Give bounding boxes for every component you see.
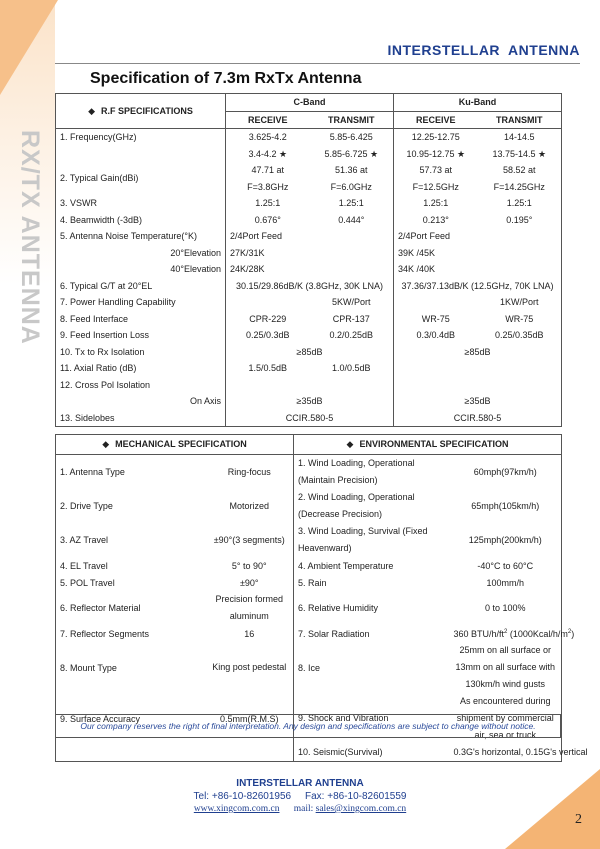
rf-section-title: R.F SPECIFICATIONS bbox=[101, 105, 193, 116]
mech-label-6: 6. Reflector Material bbox=[60, 603, 141, 613]
mech-value-7: 16 bbox=[244, 628, 255, 639]
page-number: 2 bbox=[575, 812, 582, 827]
iso-ku: ≥85dB bbox=[394, 344, 562, 361]
axial-c-tx: 1.0/0.5dB bbox=[331, 363, 371, 373]
xpol-ku: ≥35dB bbox=[394, 393, 562, 410]
freq-c-tx-ext: 5.85-6.725 ★ bbox=[324, 148, 379, 159]
mech-label-2: 2. Drive Type bbox=[60, 501, 113, 511]
page-title: Specification of 7.3m RxTx Antenna bbox=[90, 70, 362, 87]
mech-value-3: ±90°(3 segments) bbox=[213, 534, 285, 545]
mech-label-8: 8. Mount Type bbox=[60, 662, 117, 673]
env-value-6: 0 to 100% bbox=[484, 603, 526, 613]
corner-triangle-top-left bbox=[0, 0, 58, 95]
sidelobe-label: 13. Sidelobes bbox=[60, 412, 115, 423]
beam-label: 4. Beamwidth (-3dB) bbox=[60, 214, 143, 225]
gain-c-rx: 47.71 at bbox=[226, 162, 310, 179]
env-label-3: 3. Wind Loading, Survival (Fixed Heavenward) bbox=[294, 523, 450, 557]
env-label-8: 8. Ice bbox=[294, 642, 450, 693]
vswr-ku-rx: 1.25:1 bbox=[394, 195, 478, 212]
website-link[interactable]: www.xingcom.com.cn bbox=[193, 804, 280, 814]
loss-c-rx: 0.25/0.3dB bbox=[226, 327, 310, 344]
sidelobe-ku: CCIR.580-5 bbox=[394, 410, 562, 427]
cband-receive-header: RECEIVE bbox=[226, 111, 310, 129]
freq-c-rx-ext: 3.4-4.2 ★ bbox=[226, 146, 310, 163]
mech-value-2: Motorized bbox=[229, 501, 269, 511]
mech-label-3: 3. AZ Travel bbox=[60, 535, 109, 545]
side-watermark bbox=[10, 130, 50, 345]
diamond-icon: ◆ bbox=[88, 105, 96, 116]
brand-word-2: ANTENNA bbox=[508, 42, 580, 58]
diamond-icon: ◆ bbox=[346, 439, 354, 449]
env-label-1: 1. Wind Loading, Operational (Maintain Precision) bbox=[294, 455, 450, 490]
env-label-5: 5. Rain bbox=[294, 574, 450, 591]
rf-spec-table bbox=[55, 93, 562, 427]
feed-ku-rx: WR-75 bbox=[394, 311, 478, 328]
noise-c-40: 24K/28K bbox=[226, 261, 394, 278]
vswr-c-tx: 1.25:1 bbox=[338, 198, 364, 208]
cband-header: C-Band bbox=[226, 94, 394, 112]
mech-header-title: MECHANICAL SPECIFICATION bbox=[115, 439, 247, 449]
gt-label: 6. Typical G/T at 20°EL bbox=[60, 280, 153, 291]
env-header-title: ENVIRONMENTAL SPECIFICATION bbox=[359, 439, 509, 449]
env-label-9: 9. Shock and Vibration bbox=[294, 693, 450, 744]
footer-tel: Tel: +86-10-82601956 bbox=[193, 791, 292, 802]
beam-ku-tx: 0.195° bbox=[506, 214, 533, 225]
gt-ku: 37.36/37.13dB/K (12.5GHz, 70K LNA) bbox=[394, 278, 562, 295]
beam-c-rx: 0.676° bbox=[226, 212, 310, 229]
mech-value-6: Precision formed aluminum bbox=[215, 594, 284, 621]
email-link[interactable]: sales@xingcom.com.cn bbox=[315, 804, 407, 814]
kuband-transmit-header: TRANSMIT bbox=[478, 111, 562, 129]
gt-c: 30.15/29.86dB/K (3.8GHz, 30K LNA) bbox=[226, 278, 394, 295]
beam-ku-rx: 0.213° bbox=[394, 212, 478, 229]
env-value-4: -40°C to 60°C bbox=[477, 560, 534, 571]
cband-transmit-header: TRANSMIT bbox=[310, 111, 394, 129]
loss-ku-tx: 0.25/0.35dB bbox=[494, 330, 544, 340]
vswr-c-rx: 1.25:1 bbox=[226, 195, 310, 212]
noise-c-feed: 2/4Port Feed bbox=[226, 228, 394, 245]
gain-ku-rx-freq: F=12.5GHz bbox=[394, 179, 478, 196]
noise-label: 5. Antenna Noise Temperature(°K) bbox=[60, 231, 198, 241]
env-value-2: 65mph(105km/h) bbox=[471, 501, 540, 511]
gain-ku-rx: 57.73 at bbox=[394, 162, 478, 179]
freq-c-tx: 5.85-6.425 bbox=[329, 132, 373, 142]
vswr-label: 3. VSWR bbox=[60, 198, 98, 208]
mech-label-1: 1. Antenna Type bbox=[60, 467, 125, 477]
solar-value-e: ) bbox=[571, 628, 575, 639]
env-label-10: 10. Seismic(Survival) bbox=[294, 744, 450, 761]
footer-links bbox=[0, 804, 600, 814]
noise-ku-40: 34K /40K bbox=[394, 261, 562, 278]
disclaimer-notice: Our company reserves the right of final interpretation. Any design and specifications are subject to change without notice. bbox=[55, 714, 561, 738]
freq-c-rx: 3.625-4.2 bbox=[226, 129, 310, 146]
solar-value-a: 360 BTU/h/ft bbox=[453, 628, 505, 639]
xpol-c: ≥35dB bbox=[226, 393, 394, 410]
mech-label-9: 9. Surface Accuracy bbox=[60, 713, 141, 724]
header-rule bbox=[55, 63, 580, 64]
env-header bbox=[294, 435, 562, 455]
env-value-8: 25mm on all surface or 13mm on all surface with 130km/h wind gusts bbox=[455, 645, 556, 689]
noise-c-20: 27K/31K bbox=[226, 245, 394, 262]
solar-value-d: 2 bbox=[567, 628, 572, 635]
freq-ku-tx-ext: 13.75-14.5 ★ bbox=[492, 148, 547, 159]
loss-label: 9. Feed Insertion Loss bbox=[60, 330, 150, 340]
env-label-7: 7. Solar Radiation bbox=[294, 625, 450, 642]
footer-fax: Fax: +86-10-82601559 bbox=[305, 791, 407, 802]
footer-company: INTERSTELLAR ANTENNA bbox=[236, 778, 364, 789]
mech-label-4: 4. EL Travel bbox=[60, 560, 108, 571]
gain-c-rx-freq: F=3.8GHz bbox=[226, 179, 310, 196]
mech-header bbox=[56, 435, 294, 455]
mech-label-7: 7. Reflector Segments bbox=[60, 628, 150, 639]
loss-c-tx: 0.2/0.25dB bbox=[329, 330, 374, 340]
xpol-label: 12. Cross Pol Isolation bbox=[60, 379, 151, 390]
noise-40-label: 40°Elevation bbox=[170, 264, 221, 274]
mail-label: mail: bbox=[293, 804, 314, 814]
mech-value-4: 5° to 90° bbox=[231, 560, 267, 571]
axial-label: 11. Axial Ratio (dB) bbox=[60, 363, 137, 373]
feed-c-rx: CPR-229 bbox=[226, 311, 310, 328]
noise-20-label: 20°Elevation bbox=[170, 247, 221, 258]
gain-c-tx-freq: F=6.0GHz bbox=[330, 181, 372, 192]
env-value-3: 125mph(200km/h) bbox=[468, 535, 542, 545]
mech-env-table bbox=[55, 434, 588, 762]
rf-section-header bbox=[56, 94, 226, 129]
env-value-1: 60mph(97km/h) bbox=[473, 467, 537, 477]
iso-c: ≥85dB bbox=[226, 344, 394, 361]
freq-ku-rx: 12.25-12.75 bbox=[394, 129, 478, 146]
loss-ku-rx: 0.3/0.4dB bbox=[394, 327, 478, 344]
gain-ku-tx: 58.52 at bbox=[502, 165, 536, 175]
env-value-5: 100mm/h bbox=[486, 577, 525, 588]
side-watermark-text: RX/TX ANTENNA bbox=[16, 130, 44, 345]
gain-c-tx: 51.36 at bbox=[334, 165, 368, 175]
power-c-tx: 5KW/Port bbox=[331, 297, 371, 307]
axial-c-rx: 1.5/0.5dB bbox=[226, 360, 310, 377]
kuband-header: Ku-Band bbox=[394, 94, 562, 112]
env-value-7 bbox=[450, 625, 575, 642]
iso-label: 10. Tx to Rx Isolation bbox=[60, 346, 145, 357]
env-label-2: 2. Wind Loading, Operational (Decrease Precision) bbox=[294, 489, 450, 523]
footer-contact bbox=[0, 791, 600, 802]
kuband-receive-header: RECEIVE bbox=[394, 111, 478, 129]
gain-label: 2. Typical Gain(dBi) bbox=[60, 173, 139, 184]
brand-word-1: INTERSTELLAR bbox=[387, 42, 501, 58]
beam-c-tx: 0.444° bbox=[338, 214, 365, 225]
freq-ku-rx-ext: 10.95-12.75 ★ bbox=[394, 146, 478, 163]
env-value-10: 0.3G's horizontal, 0.15G's vertical bbox=[453, 747, 588, 758]
vswr-ku-tx: 1.25:1 bbox=[506, 198, 532, 208]
feed-c-tx: CPR-137 bbox=[332, 313, 370, 324]
feed-ku-tx: WR-75 bbox=[505, 313, 534, 324]
xpol-axis-label: On Axis bbox=[189, 396, 221, 406]
env-value-9: As encountered during shipment by commercial air, sea or truck bbox=[456, 696, 554, 740]
mech-label-5: 5. POL Travel bbox=[60, 577, 115, 588]
env-label-6: 6. Relative Humidity bbox=[294, 591, 450, 625]
brand-header bbox=[387, 42, 580, 58]
power-label: 7. Power Handling Capability bbox=[60, 297, 176, 307]
noise-ku-feed: 2/4Port Feed bbox=[394, 228, 562, 245]
mech-value-8: King post pedestal bbox=[212, 662, 287, 672]
env-label-4: 4. Ambient Temperature bbox=[294, 557, 450, 574]
mech-value-9: 0.5mm(R.M.S) bbox=[220, 713, 279, 724]
solar-value-b: 2 bbox=[504, 628, 508, 635]
freq-label: 1. Frequency(GHz) bbox=[60, 132, 137, 142]
freq-ku-tx: 14-14.5 bbox=[503, 132, 535, 142]
diamond-icon: ◆ bbox=[102, 439, 110, 449]
mech-value-5: ±90° bbox=[239, 577, 259, 588]
solar-value-c: (1000Kcal/h/m bbox=[507, 628, 568, 639]
mech-value-1: Ring-focus bbox=[227, 467, 271, 477]
noise-ku-20: 39K /45K bbox=[394, 245, 562, 262]
power-ku-tx: 1KW/Port bbox=[499, 297, 539, 307]
gain-ku-tx-freq: F=14.25GHz bbox=[493, 181, 545, 192]
feed-label: 8. Feed Interface bbox=[60, 313, 129, 324]
sidelobe-c: CCIR.580-5 bbox=[226, 410, 394, 427]
